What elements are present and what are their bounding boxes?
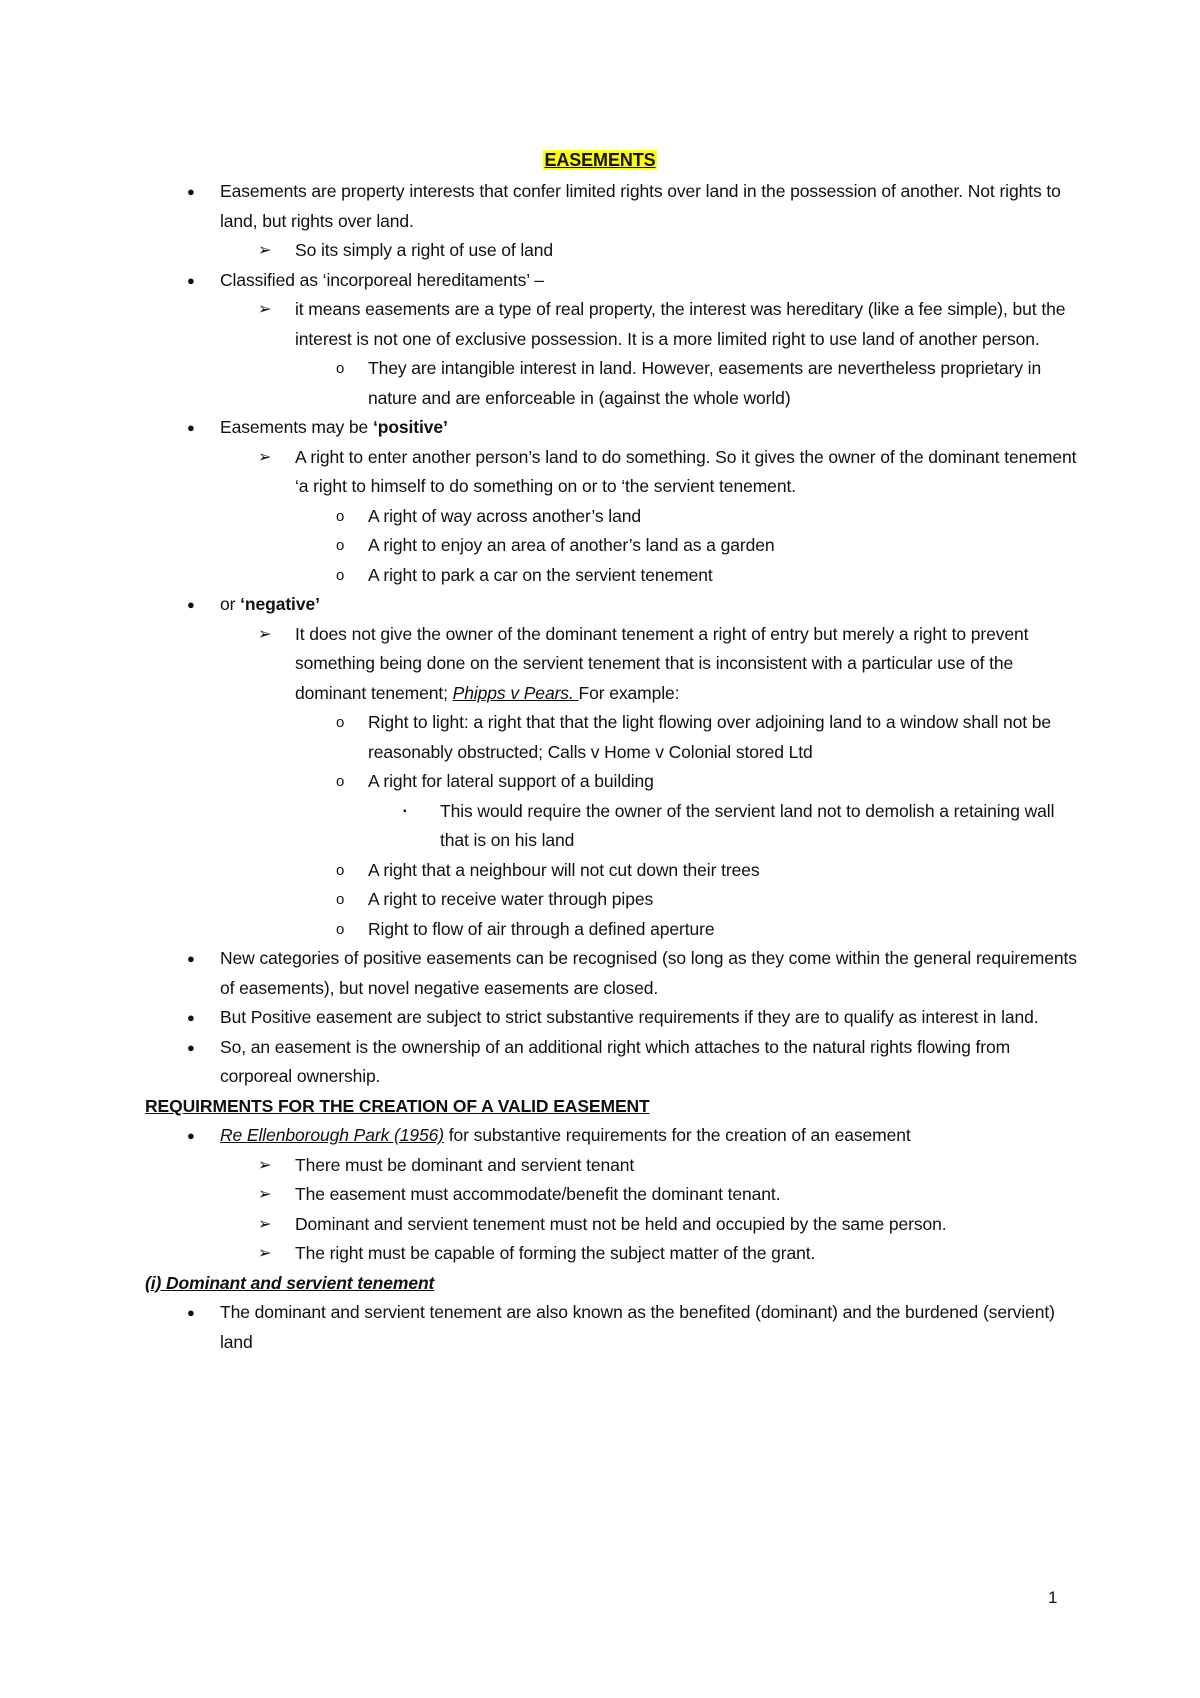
item-text: A right to enter another person’s land to do something. So it gives the owner of the dominant tenement ‘a right to himself to do something on or to ‘the servient tenement. (295, 446, 1077, 496)
case-citation: Phipps v Pears. (452, 682, 579, 703)
item-text: (i) Dominant and servient tenement (145, 1272, 435, 1293)
bullet-marker-icon: ● (187, 597, 195, 612)
bullet-item-level-3 (145, 885, 1085, 915)
item-text: There must be dominant and servient tenant (295, 1154, 635, 1175)
item-text: It does not give the owner of the dominant tenement a right of entry but merely a right to prevent something being done on the servient tenement that is inconsistent with a particular use of the dominant tenement; (295, 623, 1029, 703)
bullet-item-level-2 (145, 1239, 1085, 1269)
item-text: A right for lateral support of a building (368, 771, 654, 791)
page-number: 1 (1048, 1588, 1058, 1607)
bullet-item-level-2 (145, 236, 1085, 266)
bullet-marker-icon: ● (187, 1305, 195, 1320)
item-text: A right to park a car on the servient tenement (368, 564, 713, 585)
item-text: So, an easement is the ownership of an additional right which attaches to the natural rights flowing from corporeal ownership. (220, 1036, 1011, 1086)
document-body (145, 177, 1085, 1357)
item-text: They are intangible interest in land. However, easements are nevertheless proprietary in nature and are enforceable in (against the whole world) (368, 358, 1042, 408)
title-block (0, 150, 1200, 171)
bullet-marker-icon: ➢ (258, 448, 272, 466)
item-text: A right to enjoy an area of another’s land as a garden (368, 535, 775, 555)
bullet-item-level-3 (145, 915, 1085, 945)
bullet-item-level-1 (145, 1121, 1085, 1151)
bullet-marker-icon: o (336, 773, 345, 790)
bullet-marker-icon: ● (187, 420, 195, 435)
bullet-item-level-1 (145, 177, 1085, 236)
bullet-item-level-1 (145, 1298, 1085, 1357)
item-text: Easements are property interests that confer limited rights over land in the possession of another. Not rights to land, but rights over land. (220, 181, 1061, 231)
bullet-item-level-3 (145, 502, 1085, 532)
bullet-item-level-2 (145, 620, 1085, 709)
bullet-item-level-1 (145, 413, 1085, 443)
item-text: The easement must accommodate/benefit the dominant tenant. (295, 1184, 781, 1204)
item-text: But Positive easement are subject to strict substantive requirements if they are to qualify as interest in land. (220, 1007, 1039, 1027)
item-text: A right that a neighbour will not cut down their trees (368, 859, 760, 880)
item-text: for substantive requirements for the creation of an easement (443, 1125, 911, 1145)
item-text: Right to flow of air through a defined aperture (368, 918, 715, 939)
bullet-marker-icon: ● (187, 951, 195, 966)
bullet-item-level-3 (145, 354, 1085, 413)
bullet-item-level-1 (145, 944, 1085, 1003)
item-text: This would require the owner of the servient land not to demolish a retaining wall that is on his land (440, 800, 1055, 850)
item-text: it means easements are a type of real property, the interest was hereditary (like a fee simple), but the interest is not one of exclusive possession. It is a more limited right to use land of another person. (295, 299, 1066, 349)
bullet-marker-icon: o (336, 891, 345, 908)
item-text: ‘negative’ (240, 594, 320, 614)
item-text: Easements may be (220, 417, 373, 437)
case-citation: Re Ellenborough Park (1956) (220, 1125, 444, 1145)
item-text: The right must be capable of forming the subject matter of the grant. (295, 1243, 816, 1263)
bullet-marker-icon: ➢ (258, 1186, 272, 1203)
bullet-marker-icon: ▪ (403, 805, 407, 817)
bullet-item-level-2 (145, 443, 1085, 502)
item-text: For example: (578, 682, 680, 703)
bullet-marker-icon: o (336, 566, 345, 584)
bullet-marker-icon: ➢ (258, 1215, 272, 1233)
item-text: REQUIRMENTS FOR THE CREATION OF A VALID EASEMENT (145, 1095, 650, 1116)
bullet-item-level-3 (145, 856, 1085, 886)
bullet-marker-icon: o (336, 861, 345, 879)
bullet-marker-icon: ● (187, 1039, 195, 1055)
item-text: Classified as ‘incorporeal hereditaments’ – (220, 269, 544, 290)
bullet-marker-icon: o (336, 360, 345, 377)
bullet-item-level-1 (145, 590, 1085, 620)
bullet-item-level-1 (145, 1003, 1085, 1033)
bullet-marker-icon: ● (187, 184, 195, 199)
bullet-item-level-3 (145, 561, 1085, 591)
bullet-marker-icon: ● (187, 1128, 195, 1143)
bullet-item-level-1 (145, 266, 1085, 296)
item-text: Right to light: a right that that the light flowing over adjoining land to a window shall not be reasonably obstructed; Calls v Home v Colonial stored Ltd (368, 712, 1052, 762)
item-text: or (220, 594, 241, 614)
bullet-item-level-4 (145, 797, 1085, 856)
document-title: EASEMENTS (544, 150, 656, 170)
bullet-item-level-2 (145, 295, 1085, 354)
bullet-item-level-2 (145, 1151, 1085, 1181)
bullet-marker-icon: o (336, 714, 345, 731)
item-text: ‘positive’ (372, 417, 448, 437)
item-text: A right to receive water through pipes (368, 889, 654, 909)
bullet-marker-icon: ➢ (258, 242, 272, 259)
bullet-marker-icon: o (336, 537, 345, 554)
bullet-item-level-3 (145, 708, 1085, 767)
bullet-marker-icon: ➢ (258, 625, 272, 643)
section-heading (145, 1092, 1085, 1122)
bullet-marker-icon: ➢ (258, 1156, 272, 1174)
item-text: New categories of positive easements can be recognised (so long as they come within the general requirements of easements), but novel negative easements are closed. (220, 948, 1077, 998)
section-subheading (145, 1269, 1085, 1299)
item-text: Dominant and servient tenement must not be held and occupied by the same person. (295, 1213, 947, 1234)
bullet-marker-icon: ● (187, 1010, 195, 1025)
bullet-item-level-3 (145, 767, 1085, 797)
item-text: The dominant and servient tenement are also known as the benefited (dominant) and the burdened (servient) land (220, 1302, 1055, 1352)
bullet-marker-icon: o (336, 920, 345, 938)
bullet-marker-icon: ➢ (258, 1245, 272, 1262)
bullet-item-level-3 (145, 531, 1085, 561)
bullet-item-level-1 (145, 1033, 1085, 1092)
bullet-marker-icon: ● (187, 272, 195, 288)
bullet-item-level-2 (145, 1180, 1085, 1210)
bullet-item-level-2 (145, 1210, 1085, 1240)
item-text: A right of way across another’s land (368, 505, 641, 526)
bullet-marker-icon: ➢ (258, 301, 272, 318)
item-text: So its simply a right of use of land (295, 240, 554, 260)
bullet-marker-icon: o (336, 507, 345, 525)
